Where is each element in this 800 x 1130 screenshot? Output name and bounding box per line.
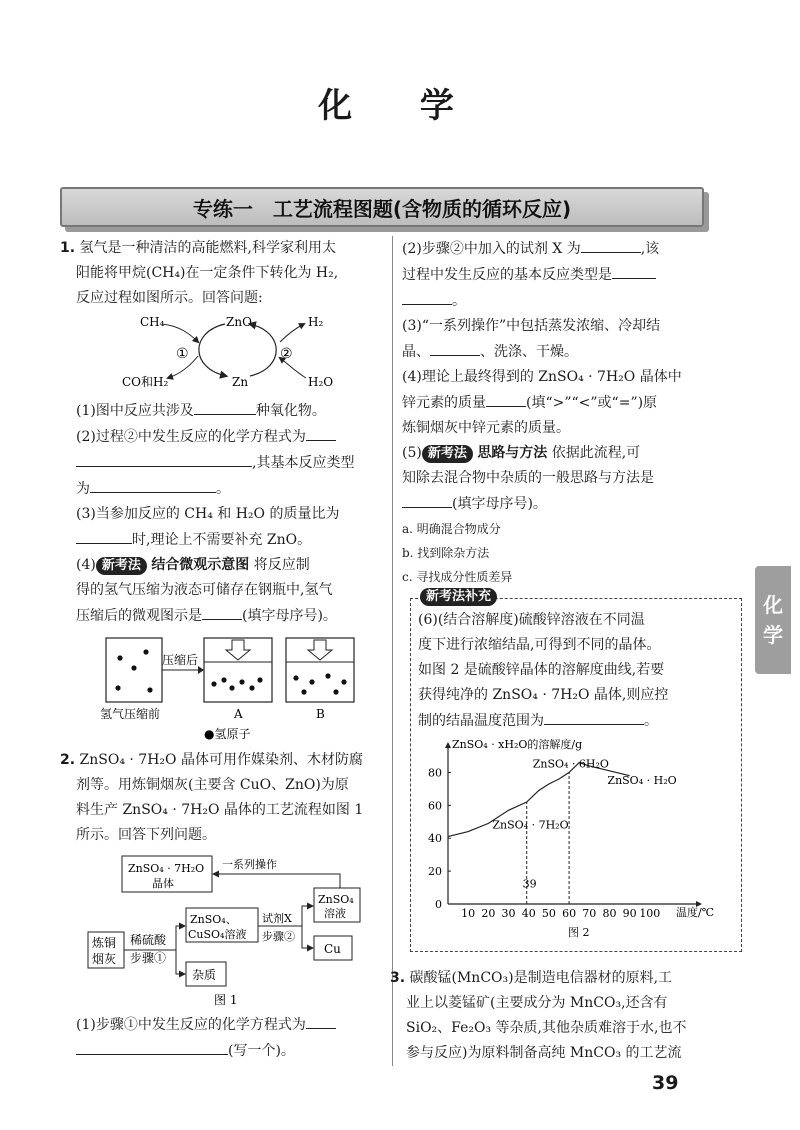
q1-part3-text: (3)当参加反应的 CH₄ 和 H₂O 的质量比为 (76, 506, 340, 522)
option-a-label: A (234, 707, 243, 721)
cu-label: Cu (324, 942, 341, 956)
label-ch4: CH₄ (140, 315, 165, 329)
flow-diagram-fig1 (86, 850, 366, 1008)
x-tick-label: 70 (582, 907, 597, 920)
new-method-badge: 新考法 (96, 557, 147, 575)
chart-marks (448, 758, 677, 904)
answer-blank[interactable] (76, 450, 252, 467)
answer-blank[interactable] (90, 476, 216, 493)
answer-blank[interactable] (612, 262, 656, 279)
q2-part3-text-2: 晶、 (402, 344, 430, 360)
q2-part4-text: (4)理论上最终得到的 ZnSO₄ · 7H₂O 晶体中 (402, 369, 682, 385)
y-axis-label: ZnSO₄ · xH₂O的溶解度/g (452, 738, 583, 751)
x-tick-label: 40 (521, 907, 536, 920)
q1-part1-text-end: 种氧化物。 (255, 403, 326, 419)
y-tick-label: 60 (428, 799, 442, 813)
mix-label-2: CuSO₄溶液 (188, 928, 247, 941)
q2-part5-num: (5) (402, 445, 422, 461)
q2-part1-text-end: (写一个)。 (228, 1043, 295, 1059)
q2-part2-text-mid: ,该 (640, 241, 660, 257)
answer-blank[interactable] (486, 390, 526, 407)
intro-line: 料生产 ZnSO₄ · 7H₂O 晶体的工艺流程如图 1 (76, 802, 364, 818)
question-number: 1. (60, 240, 76, 256)
q1-part4-text-line: 得的氢气压缩为液态可储存在钢瓶中,氢气 (76, 582, 333, 598)
intro-line: 剂等。用炼铜烟灰(主要含 CuO、ZnO)为原 (76, 777, 349, 793)
option-a-box[interactable] (204, 638, 272, 702)
tab-char: 学 (763, 623, 783, 647)
answer-blank[interactable] (402, 491, 452, 508)
q2-part2-text-line: 过程中发生反应的基本反应类型是 (402, 267, 612, 283)
compress-label: 压缩后 (162, 653, 199, 667)
intro-line: ZnSO₄ · 7H₂O 晶体可用作媒染剂、木材防腐 (79, 752, 363, 768)
q1-part2-text-wei: 为 (76, 481, 90, 497)
solution-label: 溶液 (324, 907, 346, 920)
label-co-h2: CO和H₂ (122, 375, 169, 389)
badge-topic: 思路与方法 (477, 445, 548, 461)
q2-part1-text: (1)步骤①中发生反应的化学方程式为 (76, 1017, 306, 1033)
answer-blank[interactable] (202, 603, 242, 620)
answer-blank[interactable] (402, 288, 452, 305)
label-zno: ZnO (226, 315, 252, 329)
answer-blank[interactable] (306, 1012, 336, 1029)
reagent-x-label: 试剂X (262, 912, 292, 925)
ash-label-2: 烟灰 (92, 952, 117, 966)
y-tick-label: 80 (428, 766, 442, 780)
x-tick-label: 80 (602, 907, 617, 920)
znso4-label: ZnSO₄ (318, 893, 354, 906)
series-operation-label: 一系列操作 (222, 858, 277, 871)
question-3 (390, 966, 745, 1066)
answer-blank[interactable] (306, 424, 336, 441)
option-b[interactable]: b. 找到除杂方法 (402, 546, 490, 560)
curve-annotation: ZnSO₄ · 6H₂O (532, 757, 609, 771)
tab-char: 化 (763, 593, 783, 617)
q3-line: 业上以菱锰矿(主要成分为 MnCO₃,还含有 (406, 995, 668, 1011)
arrow-h2-out (280, 324, 304, 342)
ash-label-1: 炼铜 (92, 936, 117, 950)
arrow-h2o-in (280, 358, 306, 378)
q3-line: 参与反应)为原料制备高纯 MnCO₃ 的工艺流 (406, 1045, 682, 1061)
intro-line: 所示。回答下列问题。 (76, 827, 216, 843)
section-banner: 专练一 工艺流程图题(含物质的循环反应) (60, 187, 704, 227)
option-b-label: B (316, 707, 325, 721)
x-axis-label: 温度/℃ (676, 906, 715, 919)
micro-diagram (100, 632, 360, 744)
page-number: 39 (652, 1072, 679, 1094)
intro-line: 反应过程如图所示。回答问题: (76, 290, 263, 306)
arc-right (250, 324, 276, 376)
q1-part4-num: (4) (76, 557, 96, 573)
before-label: 氢气压缩前 (100, 707, 161, 721)
x-tick-label: 100 (639, 907, 661, 920)
y-tick-label: 0 (435, 898, 442, 911)
q1-part4-text-end: (填字母序号)。 (242, 608, 337, 624)
step2-label: 步骤② (262, 930, 295, 943)
subject-tab[interactable] (755, 566, 791, 674)
question-number: 3. (390, 970, 406, 986)
x-tick-label: 30 (501, 907, 516, 920)
curve-annotation: 39 (522, 877, 537, 891)
q1-part1-text: (1)图中反应共涉及 (76, 403, 194, 419)
q3-line: SiO₂、Fe₂O₃ 等杂质,其他杂质难溶于水,也不 (406, 1020, 687, 1036)
x-tick-label: 60 (562, 907, 577, 920)
new-method-supplement-badge: 新考法补充 (420, 588, 497, 606)
question-1-intro (60, 236, 380, 311)
y-tick-label: 20 (428, 865, 442, 879)
answer-blank[interactable] (194, 398, 256, 415)
question-2-part6 (418, 608, 738, 734)
q2-part2-period: 。 (452, 293, 466, 309)
q1-part4-text-line: 压缩后的微观图示是 (76, 608, 202, 624)
q1-part2-period: 。 (216, 481, 230, 497)
arrow-ch4-in (162, 324, 198, 342)
crystal-label: ZnSO₄ · 7H₂O (128, 862, 205, 875)
cycle-diagram (110, 310, 350, 394)
solubility-chart (418, 734, 730, 946)
answer-blank[interactable] (544, 708, 644, 725)
q1-part2-text: (2)过程②中发生反应的化学方程式为 (76, 429, 306, 445)
answer-blank[interactable] (76, 527, 132, 544)
x-tick-label: 20 (481, 907, 496, 920)
option-c[interactable]: c. 寻找成分性质差异 (402, 570, 513, 584)
label-h2: H₂ (308, 315, 324, 329)
label-step2: ② (280, 346, 293, 362)
q1-part3-text-end: 时,理论上不需要补充 ZnO。 (132, 532, 312, 548)
q3-line: 碳酸锰(MnCO₃)是制造电信器材的原料,工 (409, 970, 673, 986)
option-a[interactable]: a. 明确混合物成分 (402, 522, 501, 536)
x-tick-label: 50 (541, 907, 556, 920)
q2-part6-line: 度下进行浓缩结晶,可得到不同的晶体。 (418, 637, 661, 653)
figure-2-caption: 图 2 (568, 926, 590, 939)
q2-part3-text-end: 、洗涤、干燥。 (480, 344, 578, 360)
intro-line: 氢气是一种清洁的高能燃料,科学家利用太 (79, 240, 336, 256)
new-method-badge: 新考法 (422, 445, 473, 463)
q2-part2-text: (2)步骤②中加入的试剂 X 为 (402, 241, 581, 257)
q2-part6-line: 获得纯净的 ZnSO₄ · 7H₂O 晶体,则应控 (418, 687, 669, 703)
y-tick-label: 40 (428, 832, 442, 846)
q2-part5-text-end: (填字母序号)。 (452, 496, 547, 512)
q2-part5-text: 依据此流程,可 (551, 445, 641, 461)
answer-blank[interactable] (76, 1038, 228, 1055)
q2-part3-text: (3)“一系列操作”中包括蒸发浓缩、冷却结 (402, 318, 661, 334)
crystal-label-2: 晶体 (152, 877, 174, 890)
legend-hydrogen: ●氢原子 (204, 727, 251, 741)
q1-part4-text: 将反应制 (253, 557, 310, 573)
label-zn: Zn (232, 375, 249, 389)
column-divider (392, 236, 393, 1066)
option-b-box[interactable] (286, 638, 354, 702)
x-tick-label: 10 (461, 907, 476, 920)
question-2-parts-right (402, 236, 747, 589)
page-title: 化 学 (318, 86, 482, 126)
question-2-intro (60, 748, 385, 848)
q2-part4-text-3: (填“>”“<”或“=”)原 (526, 395, 658, 411)
badge-topic: 结合微观示意图 (151, 557, 250, 573)
figure-1-caption: 图 1 (214, 993, 238, 1007)
arc-left (199, 324, 226, 376)
question-2-part1 (76, 1012, 386, 1064)
q2-part5-text-2: 知除去混合物中杂质的一般思路与方法是 (402, 470, 654, 486)
q2-part6-line: 制的结晶温度范围为 (418, 713, 544, 729)
acid-label: 稀硫酸 (130, 933, 167, 947)
label-h2o: H₂O (308, 375, 334, 389)
q1-part2-text-mid: ,其基本反应类型 (252, 455, 355, 471)
q2-part6-period: 。 (644, 713, 658, 729)
q2-part4-text-2: 锌元素的质量 (402, 395, 486, 411)
label-step1: ① (176, 346, 189, 362)
step1-label: 步骤① (130, 951, 167, 965)
question-number: 2. (60, 752, 76, 768)
answer-blank[interactable] (581, 236, 641, 253)
question-1-parts (76, 398, 386, 629)
y-axis-arrow (445, 742, 451, 748)
q2-part6-line: (6)(结合溶解度)硫酸锌溶液在不同温 (418, 612, 645, 628)
answer-blank[interactable] (430, 339, 480, 356)
impurity-label: 杂质 (192, 968, 217, 982)
curve-annotation: ZnSO₄ · H₂O (607, 773, 677, 787)
mix-label-1: ZnSO₄、 (190, 913, 237, 926)
intro-line: 阳能将甲烷(CH₄)在一定条件下转化为 H₂, (76, 265, 339, 281)
curve-annotation: ZnSO₄ · 7H₂O (492, 818, 569, 832)
q2-part4-text-end: 炼铜烟灰中锌元素的质量。 (402, 420, 570, 436)
x-tick-label: 90 (622, 907, 637, 920)
q2-part6-line: 如图 2 是硫酸锌晶体的溶解度曲线,若要 (418, 662, 665, 678)
